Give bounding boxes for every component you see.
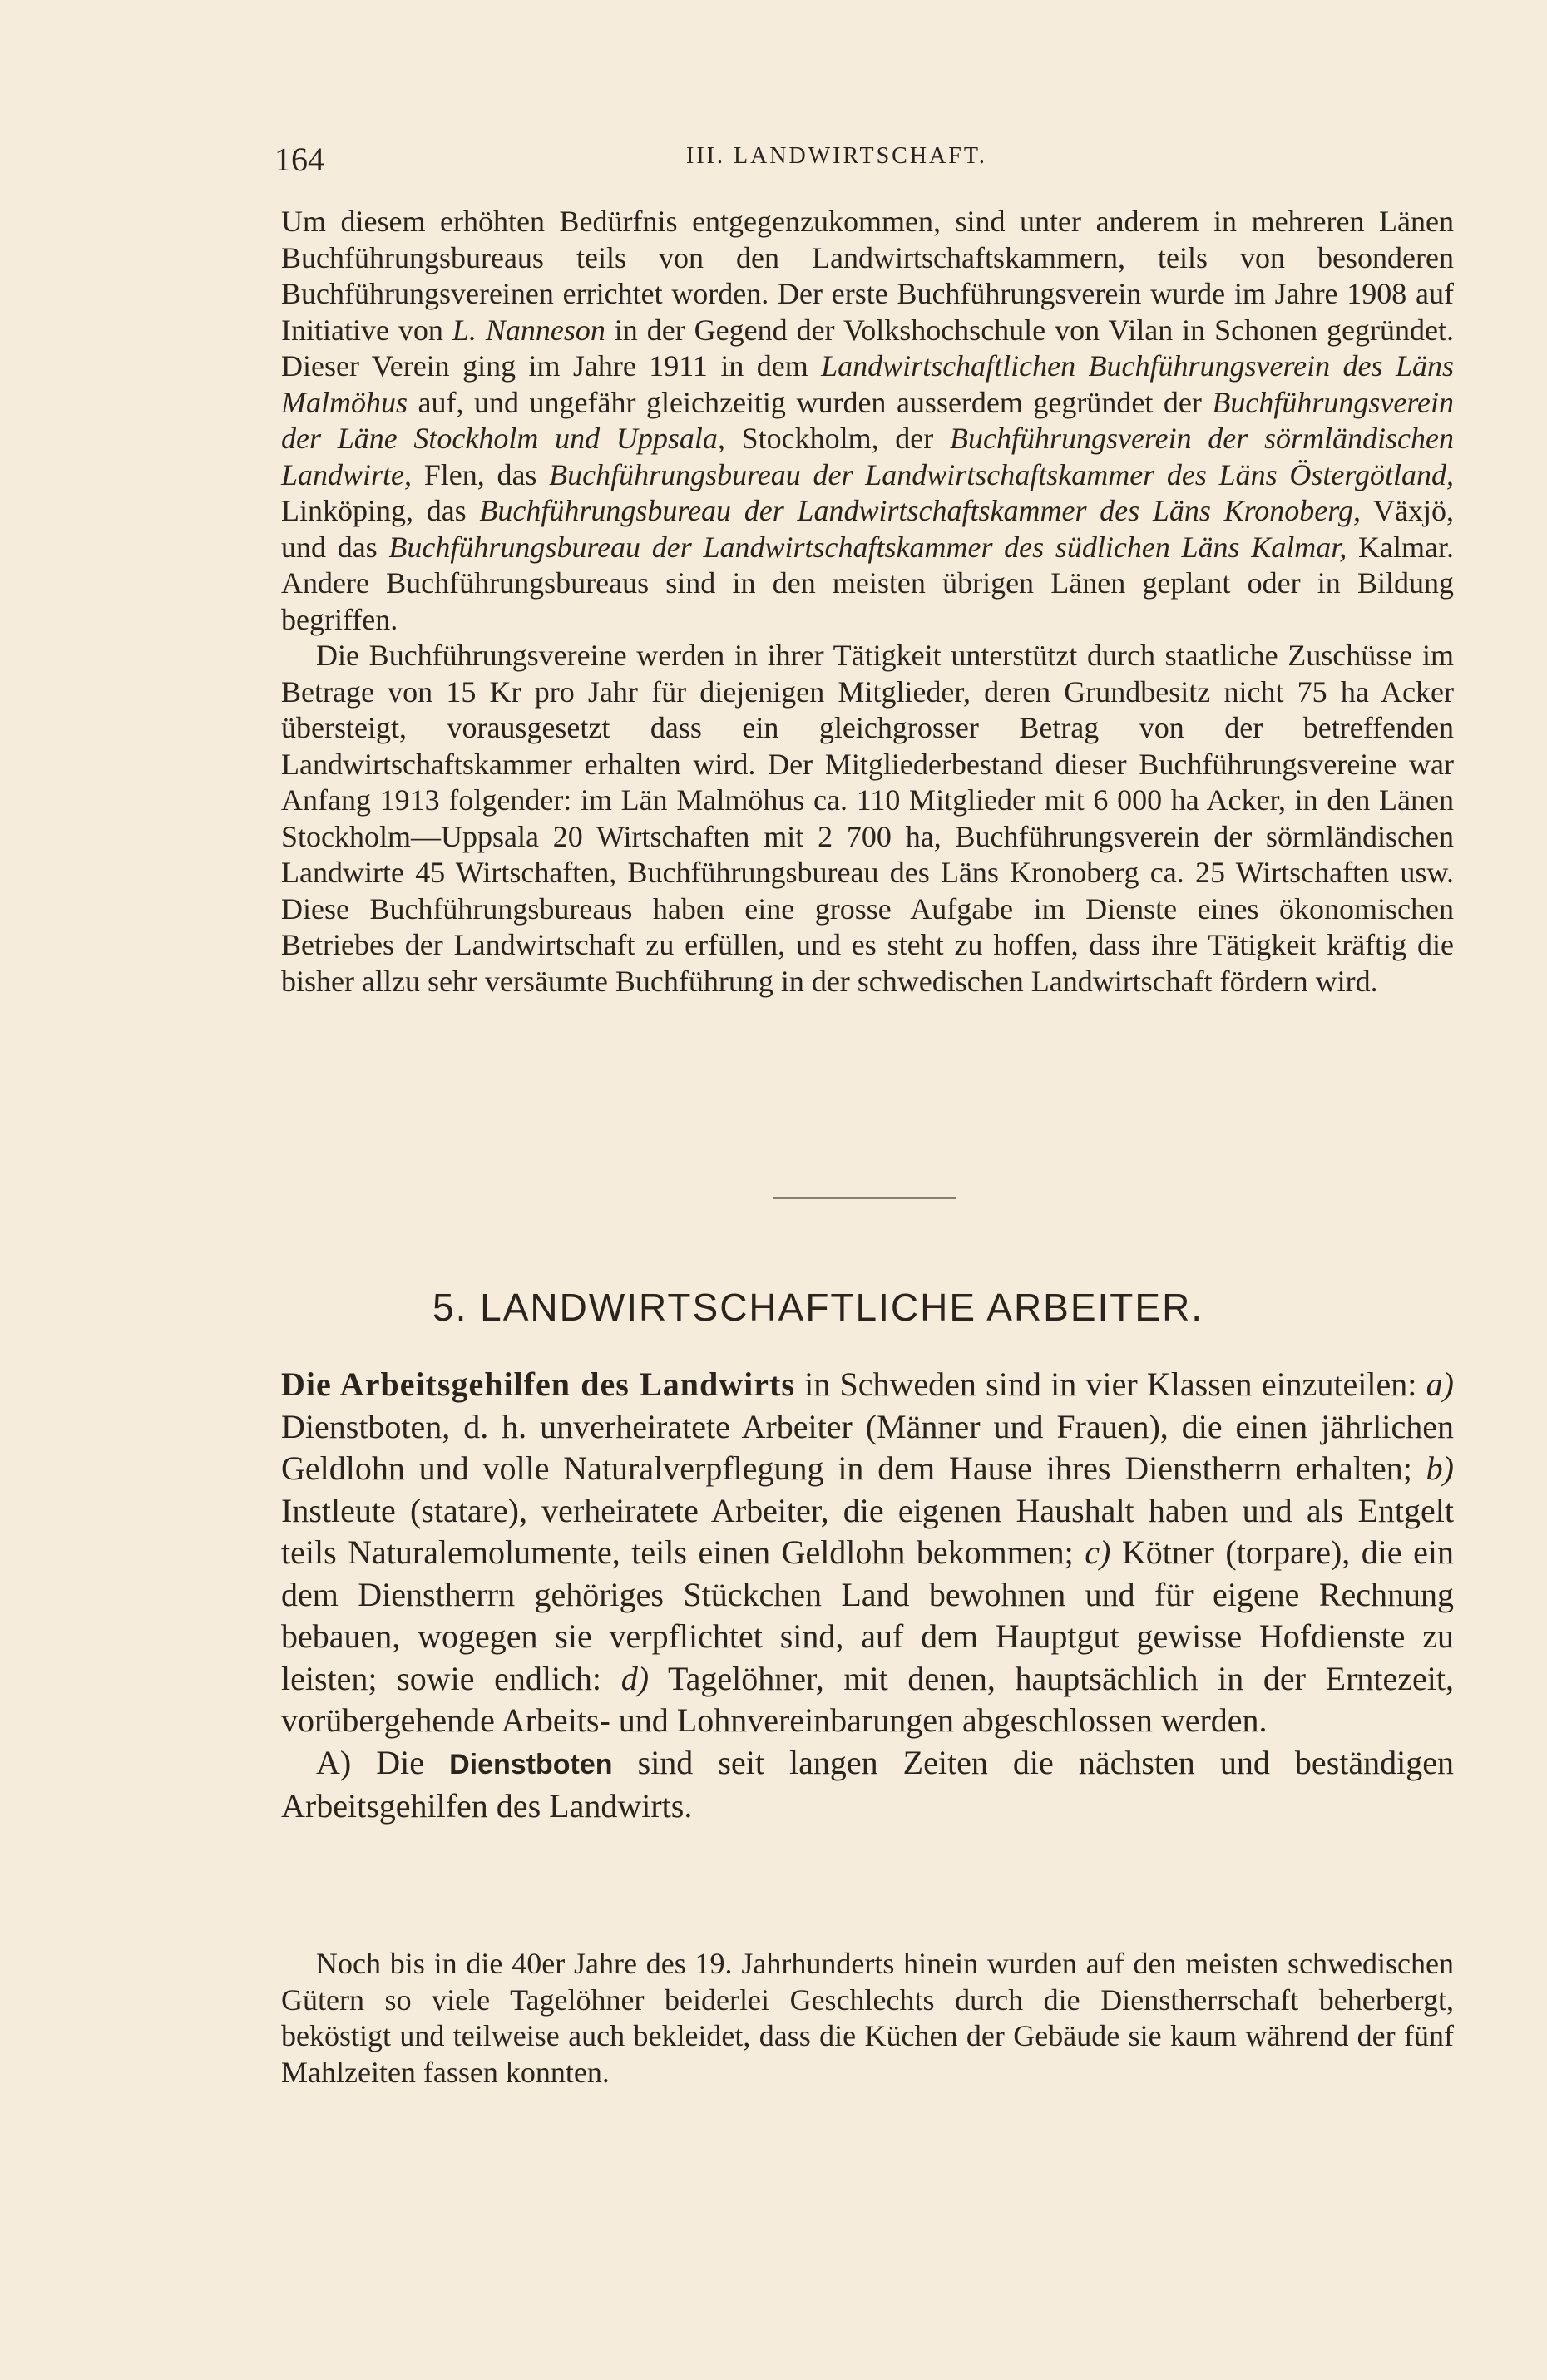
italic-organization: Landwirtschaftlichen Buchführungsverein des Läns Malmöhus <box>281 349 1454 419</box>
italic-name: L. Nanneson <box>452 313 605 347</box>
text-run: Stockholm, der <box>724 422 950 455</box>
list-marker: b) <box>1426 1449 1454 1487</box>
italic-organization: Buchführungsbureau der Landwirtschaftskammer des Läns Östergötland, <box>549 457 1454 491</box>
text-run: auf, und ungefähr gleichzeitig wurden ausserdem gegründet der <box>408 385 1213 419</box>
italic-organization: Buchführungsbureau der Landwirtschaftskammer des Läns Kronoberg, <box>479 494 1361 527</box>
text-run: Växjö, und das <box>281 494 1455 564</box>
text-run: in der Gegend der Volkshochschule von Vilan in Schonen gegründet. Dieser Verein ging im Jahre 1911 in dem <box>281 313 1454 383</box>
paragraph-subsidies: Die Buchführungsvereine werden in ihrer Tätigkeit unterstützt durch staatliche Zuschüsse im Betrage von 15 Kr pro Jahr für diejenigen Mitglieder, deren Grundbesitz nicht 75 ha Acker übersteigt, vorausgesetzt dass ein gleichgrosser Betrag von der betreffenden Landwirtschaftskammer erhalten wird. Der Mitgliederbestand dieser Buchführungsvereine war Anfang 1913 folgender: im Län Malmöhus ca. 110 Mitglieder mit 6 000 ha Acker, in den Länen Stockholm—Uppsala 20 Wirtschaften mit 2 700 ha, Buchführungsverein der sörmländischen Landwirte 45 Wirtschaften, Buchführungsbureau des Läns Kronoberg ca. 25 Wirtschaften usw. Diese Buchführungsbureaus haben eine grosse Aufgabe im Dienste eines ökonomischen Betriebes der Landwirtschaft zu erfüllen, und es steht zu hoffen, dass ihre Tätigkeit kräftig die bisher allzu sehr versäumte Buchführung in der schwedischen Landwirtschaft fördern wird. <box>281 639 1454 998</box>
section-divider <box>774 1197 956 1199</box>
text-run: Um diesem erhöhten Bedürfnis entgegenzukommen, sind unter anderem in mehreren Länen Buchführungsbureaus teils von den Landwirtschaftskammern, teils von besonderen Buchführungsvereinen errichtet worden. Der erste Buchführungsverein wurde im Jahre 1908 auf Initiative von <box>281 205 1454 347</box>
text-run: Tagelöhner, mit denen, hauptsächlich in der Erntezeit, vorübergehende Arbeits- und Lohnvereinbarungen abgeschlossen werden. <box>281 1659 1454 1739</box>
page-header <box>274 133 1456 183</box>
italic-organization: Buchführungsverein der sörmländischen Landwirte, <box>281 422 1454 491</box>
list-marker: a) <box>1426 1365 1454 1403</box>
section-heading: 5. LANDWIRTSCHAFTLICHE ARBEITER. <box>432 1286 1204 1329</box>
paragraph-dienstboten <box>281 1742 1454 1828</box>
text-run: Flen, das <box>412 457 550 491</box>
text-run: Kötner (torpare), die ein dem Dienstherrn gehöriges Stückchen Land bewohnen und für eigene Rechnung bebauen, wogegen sie verpflichtet sind, auf dem Hauptgut gewisse Hofdienste zu leisten; sowie endlich: <box>281 1533 1454 1697</box>
page-number: 164 <box>274 141 324 178</box>
text-run: Dienstboten, d. h. unverheiratete Arbeiter (Männer und Frauen), die einen jährlichen Geldlohn und volle Naturalverpflegung in dem Hause ihres Dienstherrn erhalten; <box>281 1407 1454 1487</box>
text-run: Linköping, das <box>281 494 480 527</box>
text-run: Kalmar. Andere Buchführungsbureaus sind in den meisten übrigen Länen geplant oder in Bildung begriffen. <box>281 530 1454 636</box>
running-head: III. LANDWIRTSCHAFT. <box>686 143 987 169</box>
bold-term: Die Arbeitsgehilfen des Landwirts <box>281 1365 795 1403</box>
workers-section <box>281 1364 1454 1828</box>
text-run: sind seit langen Zeiten die nächsten und beständigen Arbeitsgehilfen des Landwirts. <box>281 1743 1454 1825</box>
paragraph-historical: Noch bis in die 40er Jahre des 19. Jahrhunderts hinein wurden auf den meisten schwedischen Gütern so viele Tagelöhner beiderlei Geschlechts durch die Dienstherrschaft beherbergt, beköstigt und teilweise auch bekleidet, dass die Küchen der Gebäude sie kaum während der fünf Mahlzeiten fassen konnten. <box>281 1947 1454 2089</box>
historical-note <box>281 1946 1454 2091</box>
list-marker: d) <box>620 1659 650 1697</box>
list-marker: c) <box>1085 1533 1111 1571</box>
italic-organization: Buchführungsbureau der Landwirtschaftskammer des südlichen Läns Kalmar, <box>388 530 1347 564</box>
bold-term: Dienstboten <box>449 1748 613 1780</box>
paragraph-bookkeeping-associations <box>281 204 1454 638</box>
text-run: A) Die <box>316 1743 450 1781</box>
text-run: in Schweden sind in vier Klassen einzuteilen: <box>794 1365 1426 1403</box>
italic-organization: Buchführungsverein der Läne Stockholm und Uppsala, <box>281 385 1454 455</box>
text-run: Instleute (statare), verheiratete Arbeiter, die eigenen Haushalt haben und als Entgelt teils Naturalemolumente, teils einen Geldlohn bekommen; <box>281 1491 1454 1571</box>
paragraph-worker-classes <box>281 1364 1454 1742</box>
bookkeeping-section <box>281 204 1454 1000</box>
